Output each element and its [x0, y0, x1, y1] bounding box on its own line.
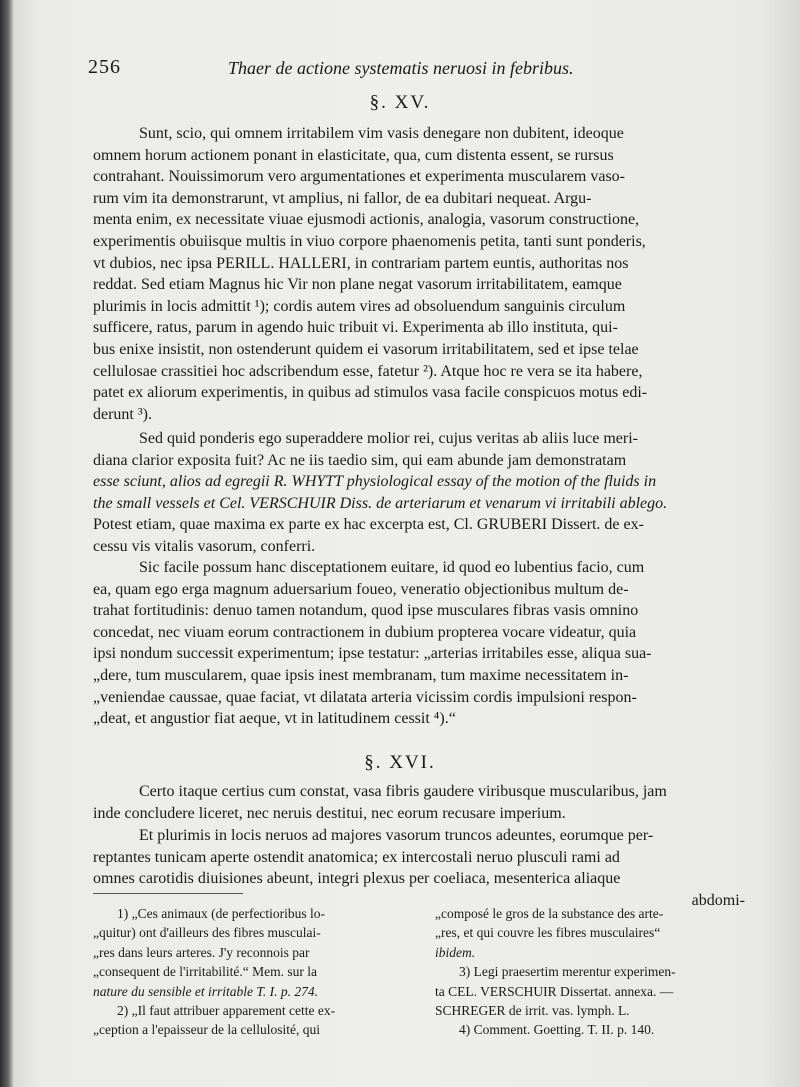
text-line: „dere, tum muscularem, quae ipsis inest membranam, tum maxime necessitatem in- — [93, 666, 629, 684]
running-title: Thaer de actione systematis neruosi in febribus. — [228, 58, 574, 78]
text-line: Potest etiam, quae maxima ex parte ex hac excerpta est, Cl. GRUBERI Dissert. de ex- — [93, 516, 644, 534]
text-line: Sed quid ponderis ego superaddere molior rei, cujus veritas ab aliis luce meri- — [139, 430, 638, 447]
footnotes-left-column — [93, 904, 413, 1040]
paragraph-xvi-2 — [93, 825, 745, 911]
footnote-line: SCHREGER de irrit. vas. lymph. L. — [435, 1002, 630, 1018]
text-line: reddat. Sed etiam Magnus hic Vir non plane negat vasorum irritabilitatem, eamque — [93, 276, 622, 294]
text-line: plurimis in locis admittit ¹); cordis autem vires ad obsoluendum sanguinis circulum — [93, 297, 626, 315]
footnote-line: ibidem. — [435, 944, 476, 960]
footnote-line: 3) Legi praesertim merentur experimen- — [459, 964, 676, 980]
text-line: contrahant. Nouissimorum vero argumentationes et experimenta muscularem vaso- — [93, 168, 625, 186]
text-line: bus enixe insistit, non ostenderunt quidem ei vasorum irritabilitatem, sed et ipse telae — [93, 340, 639, 358]
text-line: rum vim ita demonstrarunt, vt amplius, ni fallor, de ea dubitari nequeat. Argu- — [93, 189, 592, 207]
text-line: the small vessels et Cel. VERSCHUIR Diss. de arteriarum et venarum vi irritabili ablego. — [93, 494, 668, 512]
catchword: abdomi- — [691, 891, 745, 909]
text-line: vt dubios, nec ipsa PERILL. HALLERI, in contrariam partem euntis, authoritas nos — [93, 254, 629, 272]
text-line: Et plurimis in locis neruos ad majores vasorum truncos adeuntes, eorumque per- — [139, 827, 654, 844]
footnote-line: ta CEL. VERSCHUIR Dissertat. annexa. — — [435, 983, 674, 999]
text-line: ea, quam ego erga magnum aduersarium foueo, veneratio objectionibus multum de- — [93, 580, 629, 598]
text-line: concedat, nec viuam eorum contractionem in dubium propterea vocare videatur, quia — [93, 623, 637, 641]
footnote-line: „res, et qui couvre les fibres musculaires“ — [435, 925, 661, 941]
text-line: inde concludere liceret, nec neruis destitui, nec eorum recusare imperium. — [93, 804, 566, 822]
page-number: 256 — [88, 56, 121, 78]
footnote-line: 2) „Il faut attribuer apparement cette ex- — [117, 1002, 336, 1018]
text-line: omnes carotidis diuisiones abeunt, integri plexus per coeliaca, mesenterica aliaque — [93, 870, 621, 888]
section-heading-xv: §. XV. — [369, 92, 431, 113]
text-line: diana clarior exposita fuit? Ac ne iis taedio sim, qui eam abunde jam demonstratam — [93, 451, 627, 469]
text-line: Sic facile possum hanc disceptationem euitare, id quod eo lubentius facio, cum — [139, 559, 645, 576]
text-line: trahat fortitudinis: denuo tamen notandum, quod ipse musculares fibras vasis omnino — [93, 602, 639, 620]
paragraph-xv-1 — [93, 123, 745, 425]
text-line: sufficere, ratus, parum in agendo huic tribuit vi. Experimenta ab illo instituta, qui- — [93, 319, 618, 337]
footnote-line: nature du sensible et irritable T. I. p. 274. — [93, 983, 318, 999]
text-line: patet ex aliorum experimentis, in quibus ad stimulos vasa facile conspicuos motus edi- — [93, 384, 648, 402]
paragraph-xv-3 — [93, 557, 745, 730]
footnotes-right-column — [435, 904, 750, 1040]
running-header — [88, 56, 728, 82]
scan-binding-shadow — [0, 0, 14, 1087]
text-line: Sunt, scio, qui omnem irritabilem vim vasis denegare non dubitent, ideoque — [139, 125, 624, 142]
footnote-line: „consequent de l'irritabilité.“ Mem. sur la — [93, 964, 317, 980]
text-line: experimentis obuiisque multis in viuo corpore phaenomenis petita, tanti sunt ponderis, — [93, 232, 646, 250]
footnote-line: „ception a l'epaisseur de la cellulosité, qui — [93, 1022, 320, 1038]
text-line: reptantes tunicam aperte ostendit anatomica; ex intercostali neruo plusculi rami ad — [93, 848, 620, 866]
text-line: „veniendae caussae, quae faciat, vt dilatata arteria vicissim cordis impulsioni respon- — [93, 688, 637, 706]
paragraph-xvi-1 — [93, 781, 745, 824]
text-line: Certo itaque certius cum constat, vasa fibris gaudere viribusque muscularibus, jam — [139, 783, 667, 800]
section-heading-xvi: §. XVI. — [364, 752, 436, 773]
footnote-line: „res dans leurs arteres. J'y reconnois par — [93, 944, 310, 960]
text-line: cellulosae crassitiei hoc adscribendum esse, fatetur ²). Atque hoc re vera se ita habere, — [93, 362, 643, 380]
footnote-line: 1) „Ces animaux (de perfectioribus lo- — [117, 906, 326, 921]
paragraph-xv-2 — [93, 428, 745, 558]
footnote-rule — [93, 893, 243, 894]
text-line: „deat, et angustior fiat aeque, vt in latitudinem cessit ⁴).“ — [93, 710, 456, 728]
footnote-line: 4) Comment. Goetting. T. II. p. 140. — [459, 1022, 655, 1038]
text-line: ipsi nondum successit experimentum; ipse testatur: „arterias irritabiles esse, aliqua sua- — [93, 645, 652, 663]
text-line: esse sciunt, alios ad egregii R. WHYTT physiological essay of the motion of the fluids in — [93, 473, 657, 491]
text-line: cessu vis vitalis vasorum, conferri. — [93, 537, 316, 555]
text-line: derunt ³). — [93, 405, 152, 423]
footnote-line: „quitur) ont d'ailleurs des fibres musculai- — [93, 925, 321, 941]
text-line: menta enim, ex necessitate viuae ejusmodi actionis, analogia, vasorum constructione, — [93, 211, 640, 229]
text-line: omnem horum actionem ponant in elasticitate, qua, cum distenta essent, se rursus — [93, 146, 614, 164]
footnote-line: „composé le gros de la substance des arte- — [435, 906, 664, 921]
